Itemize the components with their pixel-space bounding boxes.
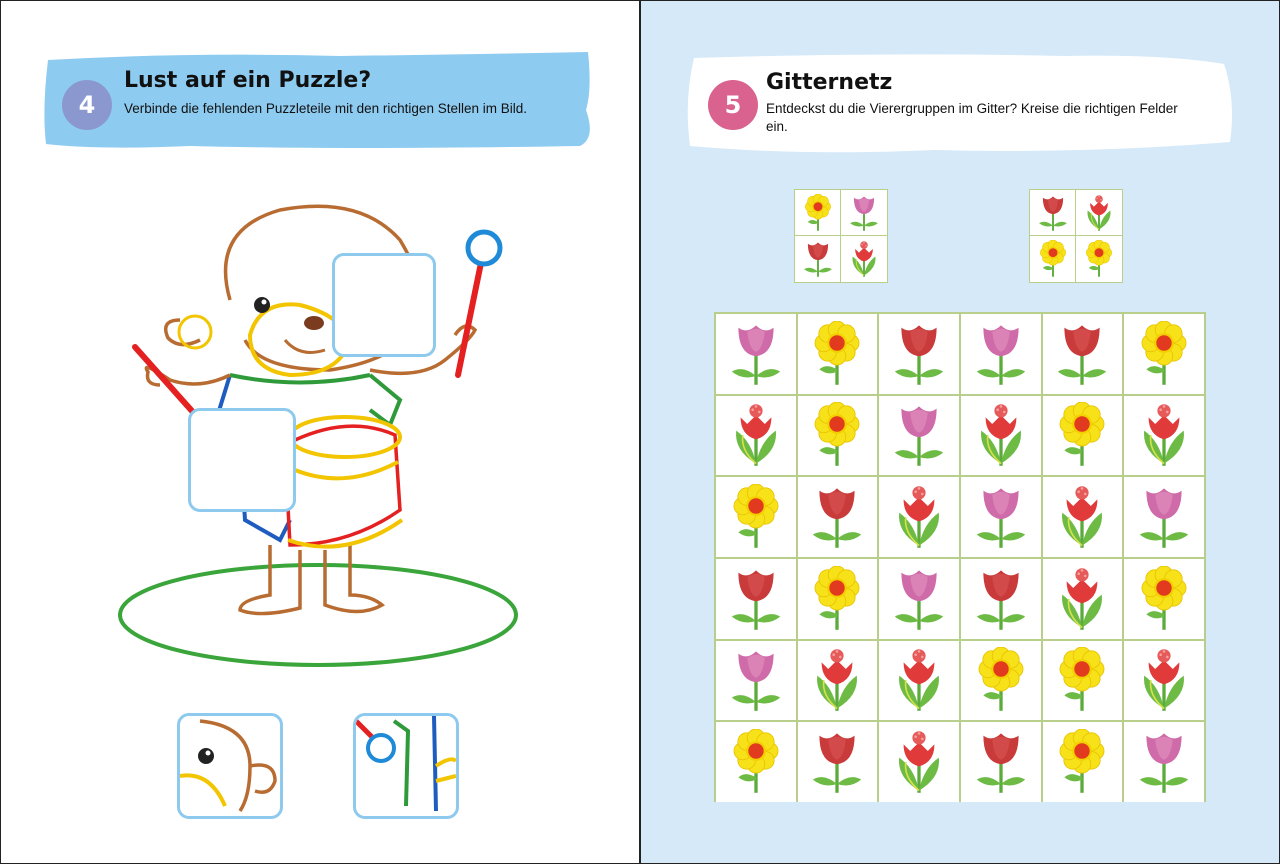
red-tulip-icon (804, 484, 870, 550)
pattern-cell (1030, 236, 1076, 282)
puzzle-piece-drum-stick[interactable] (353, 713, 459, 819)
task-title: Lust auf ein Puzzle? (124, 68, 372, 93)
task-number-badge: 5 (708, 80, 758, 130)
grid-cell[interactable] (879, 559, 959, 639)
grid-cell[interactable] (1124, 559, 1204, 639)
grid-cell[interactable] (1043, 314, 1123, 394)
spiky-red-tulip-icon (886, 484, 952, 550)
task-instruction: Entdeckst du die Vierergruppen im Gitter? Kreise die richtigen Felder ein. (766, 101, 1178, 134)
grid-cell[interactable] (961, 641, 1041, 721)
yellow-flower-icon (1034, 240, 1072, 278)
task-4-banner (40, 50, 600, 150)
grid-cell[interactable] (798, 641, 878, 721)
red-tulip-icon (968, 729, 1034, 795)
grid-cell[interactable] (716, 477, 796, 557)
yellow-flower-icon (1049, 647, 1115, 713)
grid-cell[interactable] (798, 722, 878, 802)
grid-cell[interactable] (879, 477, 959, 557)
pattern-cell (841, 190, 887, 236)
red-tulip-icon (886, 321, 952, 387)
yellow-flower-icon (804, 321, 870, 387)
grid-cell[interactable] (961, 396, 1041, 476)
pink-tulip-icon (1131, 729, 1197, 795)
grid-cell[interactable] (961, 314, 1041, 394)
spiky-red-tulip-icon (804, 647, 870, 713)
spiky-red-tulip-icon (1049, 484, 1115, 550)
puzzle-piece-monkey-eye[interactable] (177, 713, 283, 819)
pattern-cell (795, 190, 841, 236)
pattern-cell (1030, 190, 1076, 236)
grid-cell[interactable] (1043, 559, 1123, 639)
grid-cell[interactable] (1124, 641, 1204, 721)
yellow-flower-icon (804, 566, 870, 632)
pink-tulip-icon (968, 484, 1034, 550)
red-tulip-icon (799, 240, 837, 278)
yellow-flower-icon (1049, 729, 1115, 795)
spiky-red-tulip-icon (968, 402, 1034, 468)
red-tulip-icon (804, 729, 870, 795)
spiky-red-tulip-icon (1131, 647, 1197, 713)
grid-cell[interactable] (1124, 396, 1204, 476)
task-title: Gitternetz (766, 70, 893, 95)
spiky-red-tulip-icon (723, 402, 789, 468)
task-5-banner (684, 50, 1240, 158)
red-tulip-icon (1034, 194, 1072, 232)
grid-cell[interactable] (716, 314, 796, 394)
grid-cell[interactable] (1043, 477, 1123, 557)
monkey-drum-illustration (100, 200, 540, 680)
ground-ellipse (120, 565, 516, 665)
grid-cell[interactable] (716, 641, 796, 721)
grid-cell[interactable] (1124, 314, 1204, 394)
pink-tulip-icon (723, 647, 789, 713)
grid-cell[interactable] (1043, 641, 1123, 721)
pattern-box-2 (1029, 189, 1123, 283)
grid-cell[interactable] (1043, 722, 1123, 802)
spiky-red-tulip-icon (1049, 566, 1115, 632)
pattern-cell (1076, 236, 1122, 282)
grid-cell[interactable] (798, 396, 878, 476)
puzzle-hole-head[interactable] (332, 253, 436, 357)
grid-cell[interactable] (961, 722, 1041, 802)
grid-cell[interactable] (716, 559, 796, 639)
yellow-flower-icon (723, 729, 789, 795)
grid-cell[interactable] (879, 396, 959, 476)
spiky-red-tulip-icon (1080, 194, 1118, 232)
grid-cell[interactable] (798, 477, 878, 557)
piece-eye-drawing (180, 716, 280, 816)
grid-cell[interactable] (1124, 722, 1204, 802)
pink-tulip-icon (845, 194, 883, 232)
puzzle-hole-body[interactable] (188, 408, 296, 512)
task-instruction: Verbinde die fehlenden Puzzleteile mit den richtigen Stellen im Bild. (124, 101, 527, 116)
pink-tulip-icon (723, 321, 789, 387)
spiky-red-tulip-icon (886, 647, 952, 713)
pink-tulip-icon (1131, 484, 1197, 550)
piece-stick-drawing (356, 716, 456, 816)
yellow-flower-icon (1080, 240, 1118, 278)
pattern-cell (795, 236, 841, 282)
yellow-flower-icon (799, 194, 837, 232)
pink-tulip-icon (886, 566, 952, 632)
yellow-flower-icon (1049, 402, 1115, 468)
red-tulip-icon (1049, 321, 1115, 387)
pink-tulip-icon (886, 402, 952, 468)
grid-cell[interactable] (961, 559, 1041, 639)
red-tulip-icon (968, 566, 1034, 632)
grid-cell[interactable] (1043, 396, 1123, 476)
yellow-flower-icon (723, 484, 789, 550)
task-number-badge: 4 (62, 80, 112, 130)
grid-cell[interactable] (798, 314, 878, 394)
grid-cell[interactable] (879, 722, 959, 802)
pattern-cell (1076, 190, 1122, 236)
spiky-red-tulip-icon (845, 240, 883, 278)
pattern-box-1 (794, 189, 888, 283)
flower-grid (714, 312, 1206, 802)
page-spine (639, 0, 641, 864)
grid-cell[interactable] (1124, 477, 1204, 557)
grid-cell[interactable] (879, 314, 959, 394)
grid-cell[interactable] (961, 477, 1041, 557)
grid-cell[interactable] (798, 559, 878, 639)
grid-cell[interactable] (879, 641, 959, 721)
yellow-flower-icon (968, 647, 1034, 713)
spiky-red-tulip-icon (1131, 402, 1197, 468)
yellow-flower-icon (1131, 321, 1197, 387)
grid-cell[interactable] (716, 722, 796, 802)
spiky-red-tulip-icon (886, 729, 952, 795)
pattern-cell (841, 236, 887, 282)
yellow-flower-icon (804, 402, 870, 468)
yellow-flower-icon (1131, 566, 1197, 632)
red-tulip-icon (723, 566, 789, 632)
pink-tulip-icon (968, 321, 1034, 387)
grid-cell[interactable] (716, 396, 796, 476)
